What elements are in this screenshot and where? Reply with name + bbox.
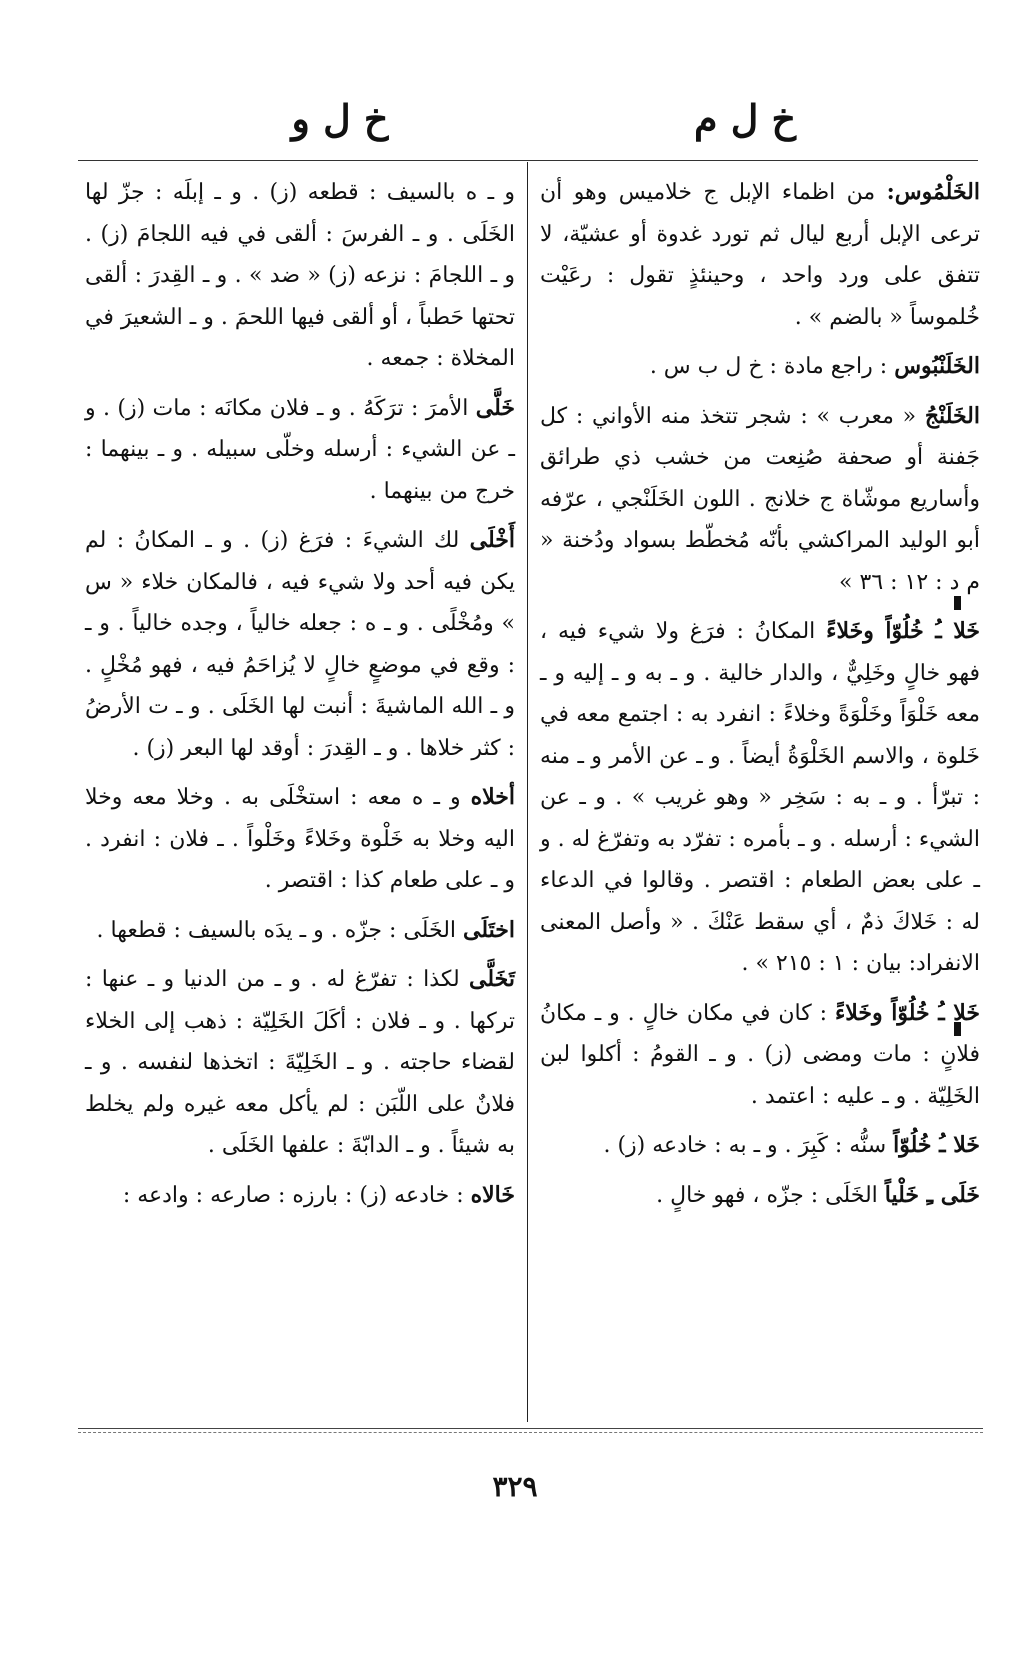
entry-headword: خَالاه [470, 1181, 515, 1208]
entry-headword: اختَلَى [463, 916, 515, 943]
entry [540, 611, 980, 985]
entry-text: من اظماء الإبل ج خلاميس وهو أن ترعى الإبل أربع ليال ثم تورد غدوة أو عشيّة، لا تتفق على ورد واحد ، وحينئذٍ تقول : رعَيْت خُلموساً « بالضم » . [540, 180, 980, 330]
entry-text: و ـ ه معه : استخْلَى به . وخلا معه وخلا اليه وخلا به خَلْوة وخَلاءً وخَلْواً . ـ فلان : انفرد . و ـ على طعام كذا : اقتصر . [85, 785, 515, 893]
entry-text: : خادعه (ز) : بارزه : صارعه : وادعه : [122, 1182, 471, 1208]
entry-headword: خَلا ـُ خُلُوّاً وخَلاءً [826, 618, 980, 644]
entry-text: لكذا : تفرّغ له . و ـ من الدنيا و ـ عنها : تركها . و ـ فلان : أكَلَ الخَلِيّة : ذهب إلى الخلاء لقضاء حاجته . و ـ الخَلِيّةَ : اتخذها لنفسه . و ـ فلانٌ على اللّبَن : لم يأكل معه غيره ولم يخلط به شيئاً . و ـ الدابّةَ : علفها الخَلَى . [85, 967, 515, 1158]
entry-headword: الخَلَنْجُ [924, 402, 980, 429]
entry-text: الخَلَى : جزّه . و ـ يدَه بالسيف : قطعها . [96, 917, 464, 943]
entry [540, 396, 980, 604]
entry-text: و ـ ه بالسيف : قطعه (ز) . و ـ إبلَه : جزّ لها الخَلَى . و ـ الفرسَ : ألقى في فيه اللجامَ (ز) . و ـ اللجامَ : نزعه (ز) « ضد » . و ـ القِدرَ : ألقى تحتها حَطباً ، أو ألقى فيها اللحمَ . و ـ الشعيرَ في المخلاة : جمعه . [85, 180, 515, 371]
entry-headword: الخَلَنْبُوس [894, 353, 980, 379]
entry-text: المكانُ : فرَغ ولا شيء فيه ، فهو خالٍ وخَلِيٌّ ، والدار خالية . و ـ به و ـ إليه و ـ معه خَلْوَاً وخَلْوَةً وخلاءً : انفرد به : اجتمع معه في خَلوة ، والاسم الخَلْوَةُ أيضاً . و ـ عن الأمر و ـ منه : تبرّأ . و ـ به : سَخِر « وهو غريب » . و ـ عن الشيء : أرسله . و ـ بأمره : تفرّد به وتفرّغ له . و ـ على بعض الطعام : اقتصر . وقالوا في الدعاء له : خَلاكَ ذمٌ ، أي سقط عَنْكَ . « وأصل المعنى الانفراد: بيان : ١ : ٢١٥ » . [540, 619, 980, 976]
entry [85, 388, 515, 513]
entry-headword: خَلَى ـِ خَلْياً [884, 1181, 980, 1208]
entry-text: : راجع مادة : خ ل ب س . [649, 354, 895, 379]
entry-headword: تَخَلَّى [469, 966, 515, 992]
entry [540, 1175, 980, 1217]
entry-headword: أَخْلَى [469, 527, 515, 553]
entry [85, 172, 515, 380]
right-column [540, 172, 980, 1224]
entry [85, 1175, 515, 1217]
entry-text: الخَلَى : جزّه ، فهو خالٍ . [656, 1182, 885, 1208]
entry-headword: خَلا ـُ خُلُوّاً وخَلاءً [834, 999, 980, 1026]
entry [85, 777, 515, 902]
bottom-rule [78, 1428, 983, 1429]
entry-text: « معرب » : شجر تتخذ منه الأواني : كل جَفنة أو صحفة صُنِعت من خشب ذي طرائق وأساريع موشّاة ج خلانج . اللون الخَلَنْجي ، عرّفه أبو الوليد المراكشي بأنّه مُخطّط بسواد ودُخنة « م د : ١٢ : ٣٦ » [540, 403, 980, 595]
left-column-root-heading: خ ل و [291, 96, 389, 141]
entry-headword: الخَلْمُوس: [886, 179, 980, 205]
entry-headword: أخلاه [470, 784, 515, 810]
column-separator [527, 162, 528, 1422]
entry [540, 172, 980, 338]
entry-text: لك الشيءَ : فرَغ (ز) . و ـ المكانُ : لم يكن فيه أحد ولا شيء فيه ، فالمكان خلاء « س » ومُخْلًى . و ـ ه : جعله خالياً ، وجده خالياً . و ـ : وقع في موضعٍ خالٍ لا يُزاحَمُ فيه ، فهو مُخْلٍ . و ـ الله الماشيةَ : أنبت لها الخَلَى . و ـ ت الأرضُ : كثر خلاها . و ـ القِدرَ : أوقد لها البعر (ز) . [85, 528, 515, 761]
left-column [85, 172, 515, 1224]
entry-headword: خَلَّى [475, 394, 515, 421]
entry-text: سنُّه : كَبِرَ . و ـ به : خادعه (ز) . [603, 1133, 894, 1158]
entry [540, 1125, 980, 1167]
entry-headword: خَلا ـُ خُلُوّاً [893, 1132, 980, 1158]
entry [540, 993, 980, 1118]
bottom-rule-dashed [78, 1432, 983, 1433]
right-column-root-heading: خ ل م [693, 96, 797, 141]
entry [540, 346, 980, 388]
entry-text: الأمرَ : ترَكَهُ . و ـ فلان مكانَه : مات (ز) . و ـ عن الشيء : أرسله وخلّى سبيله . و ـ بينهما : خرج من بينهما . [85, 395, 515, 504]
top-rule [78, 160, 978, 161]
entry-text: : كان في مكان خالٍ . و ـ مكانُ فلانٍ : مات ومضى (ز) . و ـ القومُ : أكلوا لبن الخَلِيّة . و ـ عليه : اعتمد . [540, 1000, 980, 1109]
entry [85, 959, 515, 1167]
entry [85, 520, 515, 769]
entry [85, 910, 515, 952]
page-number: ٣٢٩ [492, 1470, 538, 1503]
